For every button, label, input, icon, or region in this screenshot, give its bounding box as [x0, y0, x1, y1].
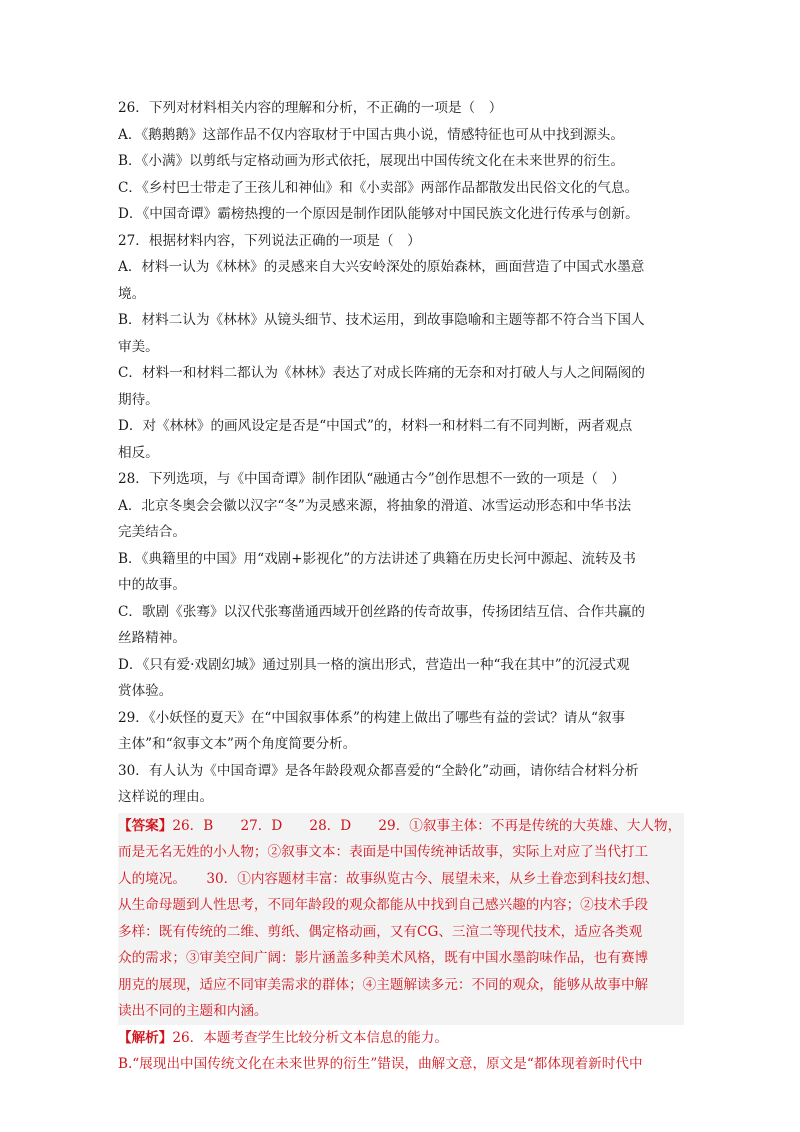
question-28 [118, 466, 684, 705]
answer-line: 而是无名无姓的小人物；②叙事文本：表面是中国传统神话故事，实际上对应了当代打工 [118, 844, 649, 860]
option-line: C．歌剧《张骞》以汉代张骞凿通西域开创丝路的传奇故事，传扬团结互信、合作共赢的 [118, 603, 645, 620]
analysis-line: B.“展现出中国传统文化在未来世界的衍生”错误，曲解文意，原文是“都体现着新时代中 [118, 1056, 643, 1072]
question-line: 这样说的理由。 [118, 789, 214, 805]
option-line: 丝路精神。 [118, 630, 186, 646]
question-26 [118, 95, 684, 228]
answer-tag: 【答案】 [118, 817, 173, 834]
option-line: A．材料一认为《林林》的灵感来自大兴安岭深处的原始森林，画面营造了中国式水墨意 [118, 259, 645, 275]
option-a: A．《鹅鹅鹅》这部作品不仅内容取材于中国古典小说，情感特征也可从中找到源头。 [118, 126, 624, 143]
exam-content [118, 95, 684, 1078]
question-stem: 27．根据材料内容，下列说法正确的一项是（ ） [118, 232, 421, 249]
option-line: A．北京冬奥会会徽以汉字“冬”为灵感来源，将抽象的滑道、冰雪运动形态和中华书法 [118, 497, 632, 514]
answer-line: 从生命母题到人性思考，不同年龄段的观众都能从中找到自己感兴趣的内容；②技术手段 [118, 897, 649, 913]
analysis-block [118, 1025, 684, 1078]
option-line: 相反。 [118, 444, 159, 461]
analysis-text: 26．本题考查学生比较分析文本信息的能力。 [172, 1029, 448, 1046]
question-line: 29．《小妖怪的夏天》在“中国叙事体系”的构建上做出了哪些有益的尝试？请从“叙事 [118, 709, 626, 726]
option-line: 赏体验。 [118, 683, 173, 699]
answer-line: 读出不同的主题和内涵。 [118, 1003, 268, 1019]
option-d: D．《中国奇谭》霸榜热搜的一个原因是制作团队能够对中国民族文化进行传承与创新。 [118, 206, 639, 222]
answer-line: 人的境况。 30．①内容题材丰富：故事纵览古今、展望未来，从乡土眷恋到科技幻想、 [118, 870, 659, 887]
option-b: B．《小满》以剪纸与定格动画为形式依托，展现出中国传统文化在未来世界的衍生。 [118, 153, 625, 169]
option-line: D．《只有爱·戏剧幻城》通过别具一格的演出形式，营造出一种“我在其中”的沉浸式观 [118, 656, 630, 673]
answer-first-line [118, 813, 684, 840]
answer-block [118, 813, 684, 1025]
analysis-tag: 【解析】 [118, 1029, 173, 1046]
question-29 [118, 705, 684, 758]
analysis-first-line [118, 1025, 684, 1052]
option-line: B．《典籍里的中国》用“戏剧+影视化”的方法讲述了典籍在历史长河中源起、流转及书 [118, 550, 636, 567]
question-stem: 26．下列对材料相关内容的理解和分析，不正确的一项是（ ） [118, 100, 503, 116]
answer-line: 多样：既有传统的二维、剪纸、偶定格动画，又有CG、三渲二等现代技术，适应各类观 [118, 923, 643, 940]
option-line: B．材料二认为《林林》从镜头细节、技术运用，到故事隐喻和主题等都不符合当下国人 [118, 312, 645, 328]
option-line: 境。 [118, 285, 146, 302]
question-30 [118, 758, 684, 811]
answer-line: 朋克的展现，适应不同审美需求的群体；④主题解读多元：不同的观众，能够从故事中解 [118, 976, 649, 993]
option-line: 期待。 [118, 391, 159, 408]
option-line: 中的故事。 [118, 577, 186, 593]
option-line: 审美。 [118, 338, 159, 355]
answer-line: 众的需求；③审美空间广阔：影片涵盖多种美术风格，既有中国水墨韵味作品，也有赛博 [118, 950, 649, 966]
option-line: C．材料一和材料二都认为《林林》表达了对成长阵痛的无奈和对打破人与人之间隔阂的 [118, 365, 645, 381]
option-line: 完美结合。 [118, 524, 186, 540]
option-c: C．《乡村巴士带走了王孩儿和神仙》和《小卖部》两部作品都散发出民俗文化的气息。 [118, 179, 639, 196]
question-27 [118, 228, 684, 467]
option-line: D．对《林林》的画风设定是否是“中国式”的，材料一和材料二有不同判断，两者观点 [118, 418, 633, 434]
question-stem: 28．下列选项，与《中国奇谭》制作团队“融通古今”创作思想不一致的一项是（ ） [118, 471, 625, 487]
question-line: 30．有人认为《中国奇谭》是各年龄段观众都喜爱的“全龄化”动画，请你结合材料分析 [118, 762, 639, 779]
question-line: 主体”和“叙事文本”两个角度简要分析。 [118, 736, 357, 752]
answer-text: 26．B 27．D 28．D 29．①叙事主体：不再是传统的大英雄、大人物， [172, 817, 682, 834]
